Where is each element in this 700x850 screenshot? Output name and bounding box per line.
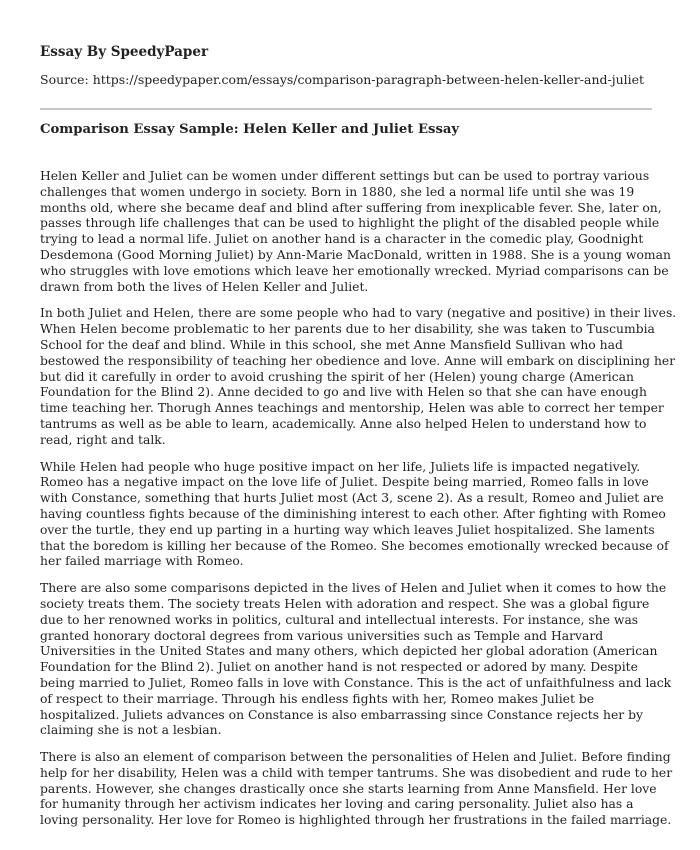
- paragraph-line: Foundation for the Blind 2). Juliet on another hand is not respected or adored by many. Despite: [40, 660, 638, 675]
- essay-paragraph: [40, 750, 673, 829]
- paragraph-line: with Constance, something that hurts Juliet most (Act 3, scene 2). As a result, Romeo and Juliet are: [40, 491, 664, 506]
- paragraph-line: being married to Juliet, Romeo falls in love with Constance. This is the act of unfaithfulness and lack: [40, 675, 672, 690]
- essay-body: [40, 169, 677, 840]
- site-title: Essay By SpeedyPaper: [40, 44, 209, 60]
- paragraph-line: trying to lead a normal life. Juliet on another hand is a character in the comedic play, Goodnight: [40, 232, 644, 247]
- paragraph-line: time teaching her. Thorugh Annes teachings and mentorship, Helen was able to correct her temper: [40, 401, 664, 416]
- paragraph-line: Foundation for the Blind 2). Anne decided to go and live with Helen so that she can have enough: [40, 385, 647, 400]
- essay-paragraph: [40, 169, 671, 295]
- source-link[interactable]: Source: https://speedypaper.com/essays/comparison-paragraph-between-helen-keller-and-juliet: [40, 72, 645, 87]
- paragraph-line: granted honorary doctoral degrees from various universities such as Temple and Harvard: [40, 628, 604, 643]
- essay-title: Comparison Essay Sample: Helen Keller and Juliet Essay: [40, 122, 460, 137]
- essay-paragraph: [40, 581, 672, 739]
- paragraph-line: of respect to their marriage. Through his endless fights with her, Romeo makes Juliet be: [40, 691, 595, 706]
- paragraph-line: challenges that women undergo in society. Born in 1880, she led a normal life until she was 19: [40, 184, 635, 199]
- paragraph-line: Universities in the United States and many others, which depicted her global adoration (American: [40, 644, 658, 659]
- paragraph-line: for humanity through her activism indicates her loving and caring personality. Juliet also has a: [40, 797, 634, 812]
- paragraph-line: that the boredom is killing her because of the Romeo. She becomes emotionally wrecked because of: [40, 538, 669, 553]
- paragraph-line: read, right and talk.: [40, 432, 166, 447]
- paragraph-line: who struggles with love emotions which leave her emotionally wrecked. Myriad comparisons can be: [40, 263, 669, 278]
- paragraph-line: drawn from both the lives of Helen Keller and Juliet.: [40, 279, 369, 294]
- paragraph-line: hospitalized. Juliets advances on Constance is also embarrassing since Constance rejects her by: [40, 707, 643, 722]
- paragraph-line: loving personality. Her love for Romeo is highlighted through her frustrations in the failed marriage.: [40, 813, 672, 828]
- paragraph-line: There is also an element of comparison between the personalities of Helen and Juliet. Before finding: [40, 750, 671, 765]
- paragraph-line: School for the deaf and blind. While in this school, she met Anne Mansfield Sullivan who had: [40, 337, 623, 352]
- paragraph-line: Romeo has a negative impact on the love life of Juliet. Despite being married, Romeo falls in love: [40, 475, 649, 490]
- paragraph-line: tantrums as well as be able to learn, academically. Anne also helped Helen to understand how to: [40, 416, 647, 431]
- paragraph-line: due to her renowned works in politics, cultural and intellectual interests. For instance, she was: [40, 612, 639, 627]
- paragraph-line: When Helen become problematic to her parents due to her disability, she was taken to Tuscumbia: [40, 322, 655, 337]
- essay-paragraph: [40, 306, 677, 448]
- paragraph-line: In both Juliet and Helen, there are some people who had to vary (negative and positive) in their lives.: [40, 306, 677, 321]
- paragraph-line: parents. However, she changes drastically once she starts learning from Anne Mansfield. Her love: [40, 781, 657, 796]
- paragraph-line: Desdemona (Good Morning Juliet) by Ann-Marie MacDonald, written in 1988. She is a young woman: [40, 247, 671, 262]
- paragraph-line: her failed marriage with Romeo.: [40, 554, 244, 569]
- paragraph-line: society treats them. The society treats Helen with adoration and respect. She was a global figure: [40, 596, 650, 611]
- header-divider: [40, 108, 652, 110]
- paragraph-line: having countless fights because of the diminishing interest to each other. After fighting with Romeo: [40, 506, 666, 521]
- paragraph-line: over the turtle, they end up parting in a hurting way which leaves Juliet hospitalized. She laments: [40, 522, 655, 537]
- paragraph-line: help for her disability, Helen was a child with temper tantrums. She was disobedient and rude to her: [40, 765, 673, 780]
- essay-paragraph: [40, 459, 669, 571]
- paragraph-line: bestowed the responsibility of teaching her obedience and love. Anne will embark on disciplining her: [40, 353, 676, 368]
- paragraph-line: months old, where she became deaf and blind after suffering from inexplicable fever. She, later on,: [40, 200, 662, 215]
- paragraph-line: While Helen had people who huge positive impact on her life, Juliets life is impacted negatively.: [40, 459, 641, 474]
- paragraph-line: but did it carefully in order to avoid crushing the spirit of her (Helen) young charge (American: [40, 369, 634, 384]
- paragraph-line: claiming she is not a lesbian.: [40, 723, 222, 738]
- paragraph-line: passes through life challenges that can be used to highlight the plight of the disabled people while: [40, 216, 660, 231]
- paragraph-line: There are also some comparisons depicted in the lives of Helen and Juliet when it comes to how the: [40, 581, 667, 596]
- paragraph-line: Helen Keller and Juliet can be women under different settings but can be used to portray various: [40, 169, 650, 183]
